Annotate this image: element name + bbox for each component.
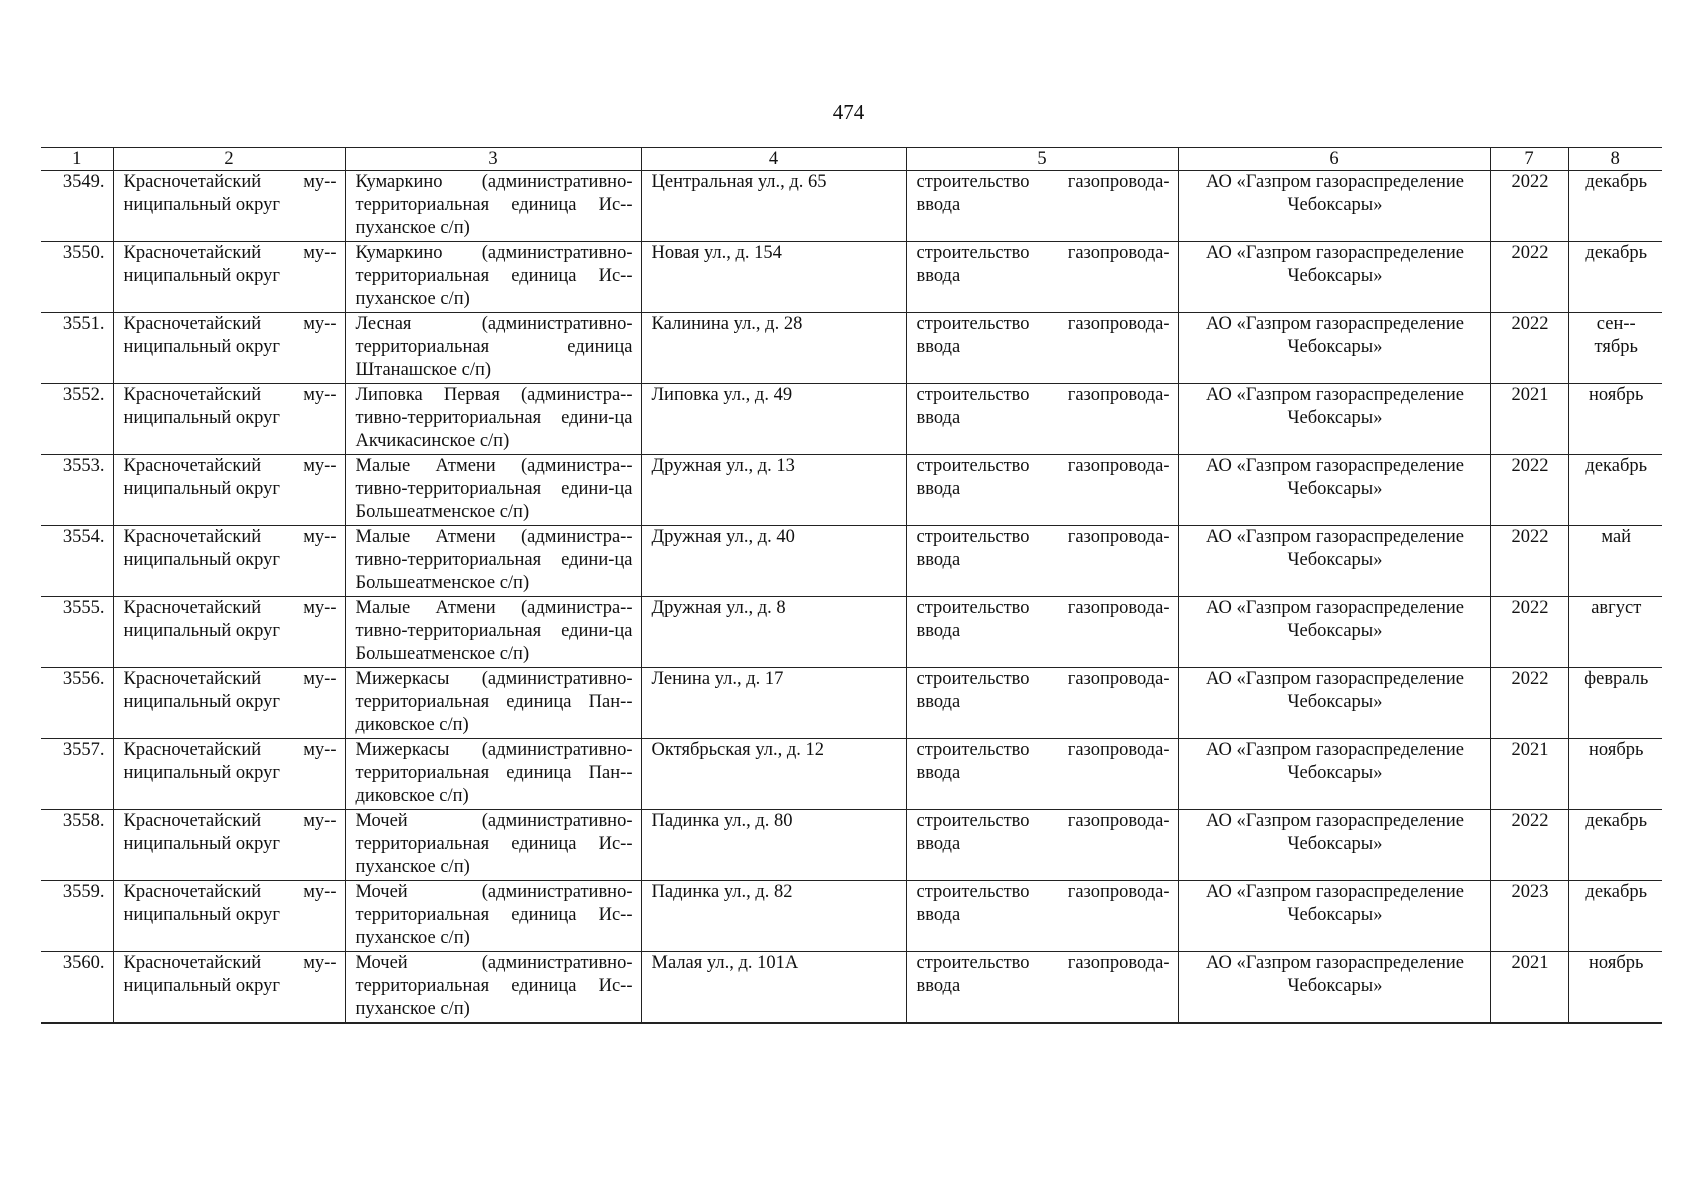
address-cell: Новая ул., д. 154 <box>641 242 906 313</box>
address-cell: Дружная ул., д. 13 <box>641 455 906 526</box>
month-cell: май <box>1568 526 1662 597</box>
table-row <box>41 810 1662 881</box>
settlement-cell: Малые Атмени (администра-тивно-территориальная едини-ца Большеатменское с/п) <box>345 526 641 597</box>
column-header-2: 2 <box>113 148 345 171</box>
month-cell: февраль <box>1568 668 1662 739</box>
district-cell: Красночетайский му-ниципальный округ <box>113 526 345 597</box>
settlement-cell: Мижеркасы (административно-территориальная единица Пан-диковское с/п) <box>345 739 641 810</box>
address-cell: Центральная ул., д. 65 <box>641 171 906 242</box>
column-header-8: 8 <box>1568 148 1662 171</box>
work-type-cell: строительство газопровода-ввода <box>906 526 1178 597</box>
organization-cell: АО «Газпром газораспределение Чебоксары» <box>1178 810 1490 881</box>
district-cell: Красночетайский му-ниципальный округ <box>113 810 345 881</box>
table-header <box>41 148 1662 171</box>
organization-cell: АО «Газпром газораспределение Чебоксары» <box>1178 242 1490 313</box>
column-header-7: 7 <box>1490 148 1568 171</box>
address-cell: Падинка ул., д. 82 <box>641 881 906 952</box>
row-number-cell: 3559. <box>41 881 113 952</box>
year-cell: 2021 <box>1490 952 1568 1023</box>
column-header-1: 1 <box>41 148 113 171</box>
district-cell: Красночетайский му-ниципальный округ <box>113 739 345 810</box>
gas-pipeline-registry-table <box>41 147 1662 1024</box>
organization-cell: АО «Газпром газораспределение Чебоксары» <box>1178 881 1490 952</box>
month-cell: сен-тябрь <box>1568 313 1662 384</box>
row-number-cell: 3549. <box>41 171 113 242</box>
row-number-cell: 3560. <box>41 952 113 1023</box>
row-number-cell: 3558. <box>41 810 113 881</box>
table-body <box>41 171 1662 1023</box>
year-cell: 2022 <box>1490 597 1568 668</box>
district-cell: Красночетайский му-ниципальный округ <box>113 455 345 526</box>
year-cell: 2021 <box>1490 384 1568 455</box>
work-type-cell: строительство газопровода-ввода <box>906 455 1178 526</box>
settlement-cell: Мочей (административно-территориальная единица Ис-пуханское с/п) <box>345 952 641 1023</box>
work-type-cell: строительство газопровода-ввода <box>906 810 1178 881</box>
month-cell: ноябрь <box>1568 739 1662 810</box>
year-cell: 2022 <box>1490 171 1568 242</box>
year-cell: 2021 <box>1490 739 1568 810</box>
year-cell: 2022 <box>1490 313 1568 384</box>
work-type-cell: строительство газопровода-ввода <box>906 739 1178 810</box>
work-type-cell: строительство газопровода-ввода <box>906 384 1178 455</box>
month-cell: ноябрь <box>1568 952 1662 1023</box>
month-cell: август <box>1568 597 1662 668</box>
settlement-cell: Малые Атмени (администра-тивно-территориальная едини-ца Большеатменское с/п) <box>345 455 641 526</box>
page-number: 474 <box>832 100 865 124</box>
work-type-cell: строительство газопровода-ввода <box>906 313 1178 384</box>
month-cell: декабрь <box>1568 242 1662 313</box>
year-cell: 2022 <box>1490 242 1568 313</box>
row-number-cell: 3557. <box>41 739 113 810</box>
year-cell: 2022 <box>1490 810 1568 881</box>
address-cell: Дружная ул., д. 8 <box>641 597 906 668</box>
settlement-cell: Мочей (административно-территориальная единица Ис-пуханское с/п) <box>345 810 641 881</box>
column-header-6: 6 <box>1178 148 1490 171</box>
organization-cell: АО «Газпром газораспределение Чебоксары» <box>1178 171 1490 242</box>
settlement-cell: Мочей (административно-территориальная единица Ис-пуханское с/п) <box>345 881 641 952</box>
district-cell: Красночетайский му-ниципальный округ <box>113 952 345 1023</box>
table-row <box>41 313 1662 384</box>
table-row <box>41 526 1662 597</box>
address-cell: Падинка ул., д. 80 <box>641 810 906 881</box>
table-row <box>41 597 1662 668</box>
organization-cell: АО «Газпром газораспределение Чебоксары» <box>1178 455 1490 526</box>
address-cell: Липовка ул., д. 49 <box>641 384 906 455</box>
year-cell: 2022 <box>1490 455 1568 526</box>
row-number-cell: 3550. <box>41 242 113 313</box>
organization-cell: АО «Газпром газораспределение Чебоксары» <box>1178 739 1490 810</box>
column-number-row <box>41 148 1662 171</box>
district-cell: Красночетайский му-ниципальный округ <box>113 668 345 739</box>
organization-cell: АО «Газпром газораспределение Чебоксары» <box>1178 597 1490 668</box>
work-type-cell: строительство газопровода-ввода <box>906 668 1178 739</box>
table-row <box>41 455 1662 526</box>
table-row <box>41 668 1662 739</box>
organization-cell: АО «Газпром газораспределение Чебоксары» <box>1178 384 1490 455</box>
organization-cell: АО «Газпром газораспределение Чебоксары» <box>1178 668 1490 739</box>
district-cell: Красночетайский му-ниципальный округ <box>113 384 345 455</box>
year-cell: 2023 <box>1490 881 1568 952</box>
row-number-cell: 3554. <box>41 526 113 597</box>
month-cell: ноябрь <box>1568 384 1662 455</box>
year-cell: 2022 <box>1490 668 1568 739</box>
row-number-cell: 3553. <box>41 455 113 526</box>
district-cell: Красночетайский му-ниципальный округ <box>113 313 345 384</box>
settlement-cell: Малые Атмени (администра-тивно-территориальная едини-ца Большеатменское с/п) <box>345 597 641 668</box>
column-header-4: 4 <box>641 148 906 171</box>
month-cell: декабрь <box>1568 171 1662 242</box>
table-row <box>41 242 1662 313</box>
work-type-cell: строительство газопровода-ввода <box>906 597 1178 668</box>
month-cell: декабрь <box>1568 881 1662 952</box>
table-row <box>41 952 1662 1023</box>
row-number-cell: 3552. <box>41 384 113 455</box>
settlement-cell: Кумаркино (административно-территориальная единица Ис-пуханское с/п) <box>345 242 641 313</box>
column-header-3: 3 <box>345 148 641 171</box>
work-type-cell: строительство газопровода-ввода <box>906 171 1178 242</box>
address-cell: Калинина ул., д. 28 <box>641 313 906 384</box>
month-cell: декабрь <box>1568 810 1662 881</box>
organization-cell: АО «Газпром газораспределение Чебоксары» <box>1178 526 1490 597</box>
table-row <box>41 171 1662 242</box>
table-row <box>41 881 1662 952</box>
row-number-cell: 3556. <box>41 668 113 739</box>
settlement-cell: Мижеркасы (административно-территориальная единица Пан-диковское с/п) <box>345 668 641 739</box>
organization-cell: АО «Газпром газораспределение Чебоксары» <box>1178 952 1490 1023</box>
column-header-5: 5 <box>906 148 1178 171</box>
year-cell: 2022 <box>1490 526 1568 597</box>
settlement-cell: Кумаркино (административно-территориальная единица Ис-пуханское с/п) <box>345 171 641 242</box>
address-cell: Октябрьская ул., д. 12 <box>641 739 906 810</box>
work-type-cell: строительство газопровода-ввода <box>906 881 1178 952</box>
address-cell: Ленина ул., д. 17 <box>641 668 906 739</box>
organization-cell: АО «Газпром газораспределение Чебоксары» <box>1178 313 1490 384</box>
address-cell: Дружная ул., д. 40 <box>641 526 906 597</box>
settlement-cell: Липовка Первая (администра-тивно-территориальная едини-ца Акчикасинское с/п) <box>345 384 641 455</box>
district-cell: Красночетайский му-ниципальный округ <box>113 242 345 313</box>
district-cell: Красночетайский му-ниципальный округ <box>113 597 345 668</box>
table-row <box>41 739 1662 810</box>
row-number-cell: 3555. <box>41 597 113 668</box>
row-number-cell: 3551. <box>41 313 113 384</box>
month-cell: декабрь <box>1568 455 1662 526</box>
work-type-cell: строительство газопровода-ввода <box>906 242 1178 313</box>
table-row <box>41 384 1662 455</box>
district-cell: Красночетайский му-ниципальный округ <box>113 881 345 952</box>
district-cell: Красночетайский му-ниципальный округ <box>113 171 345 242</box>
settlement-cell: Лесная (административно-территориальная единица Штанашское с/п) <box>345 313 641 384</box>
work-type-cell: строительство газопровода-ввода <box>906 952 1178 1023</box>
address-cell: Малая ул., д. 101А <box>641 952 906 1023</box>
